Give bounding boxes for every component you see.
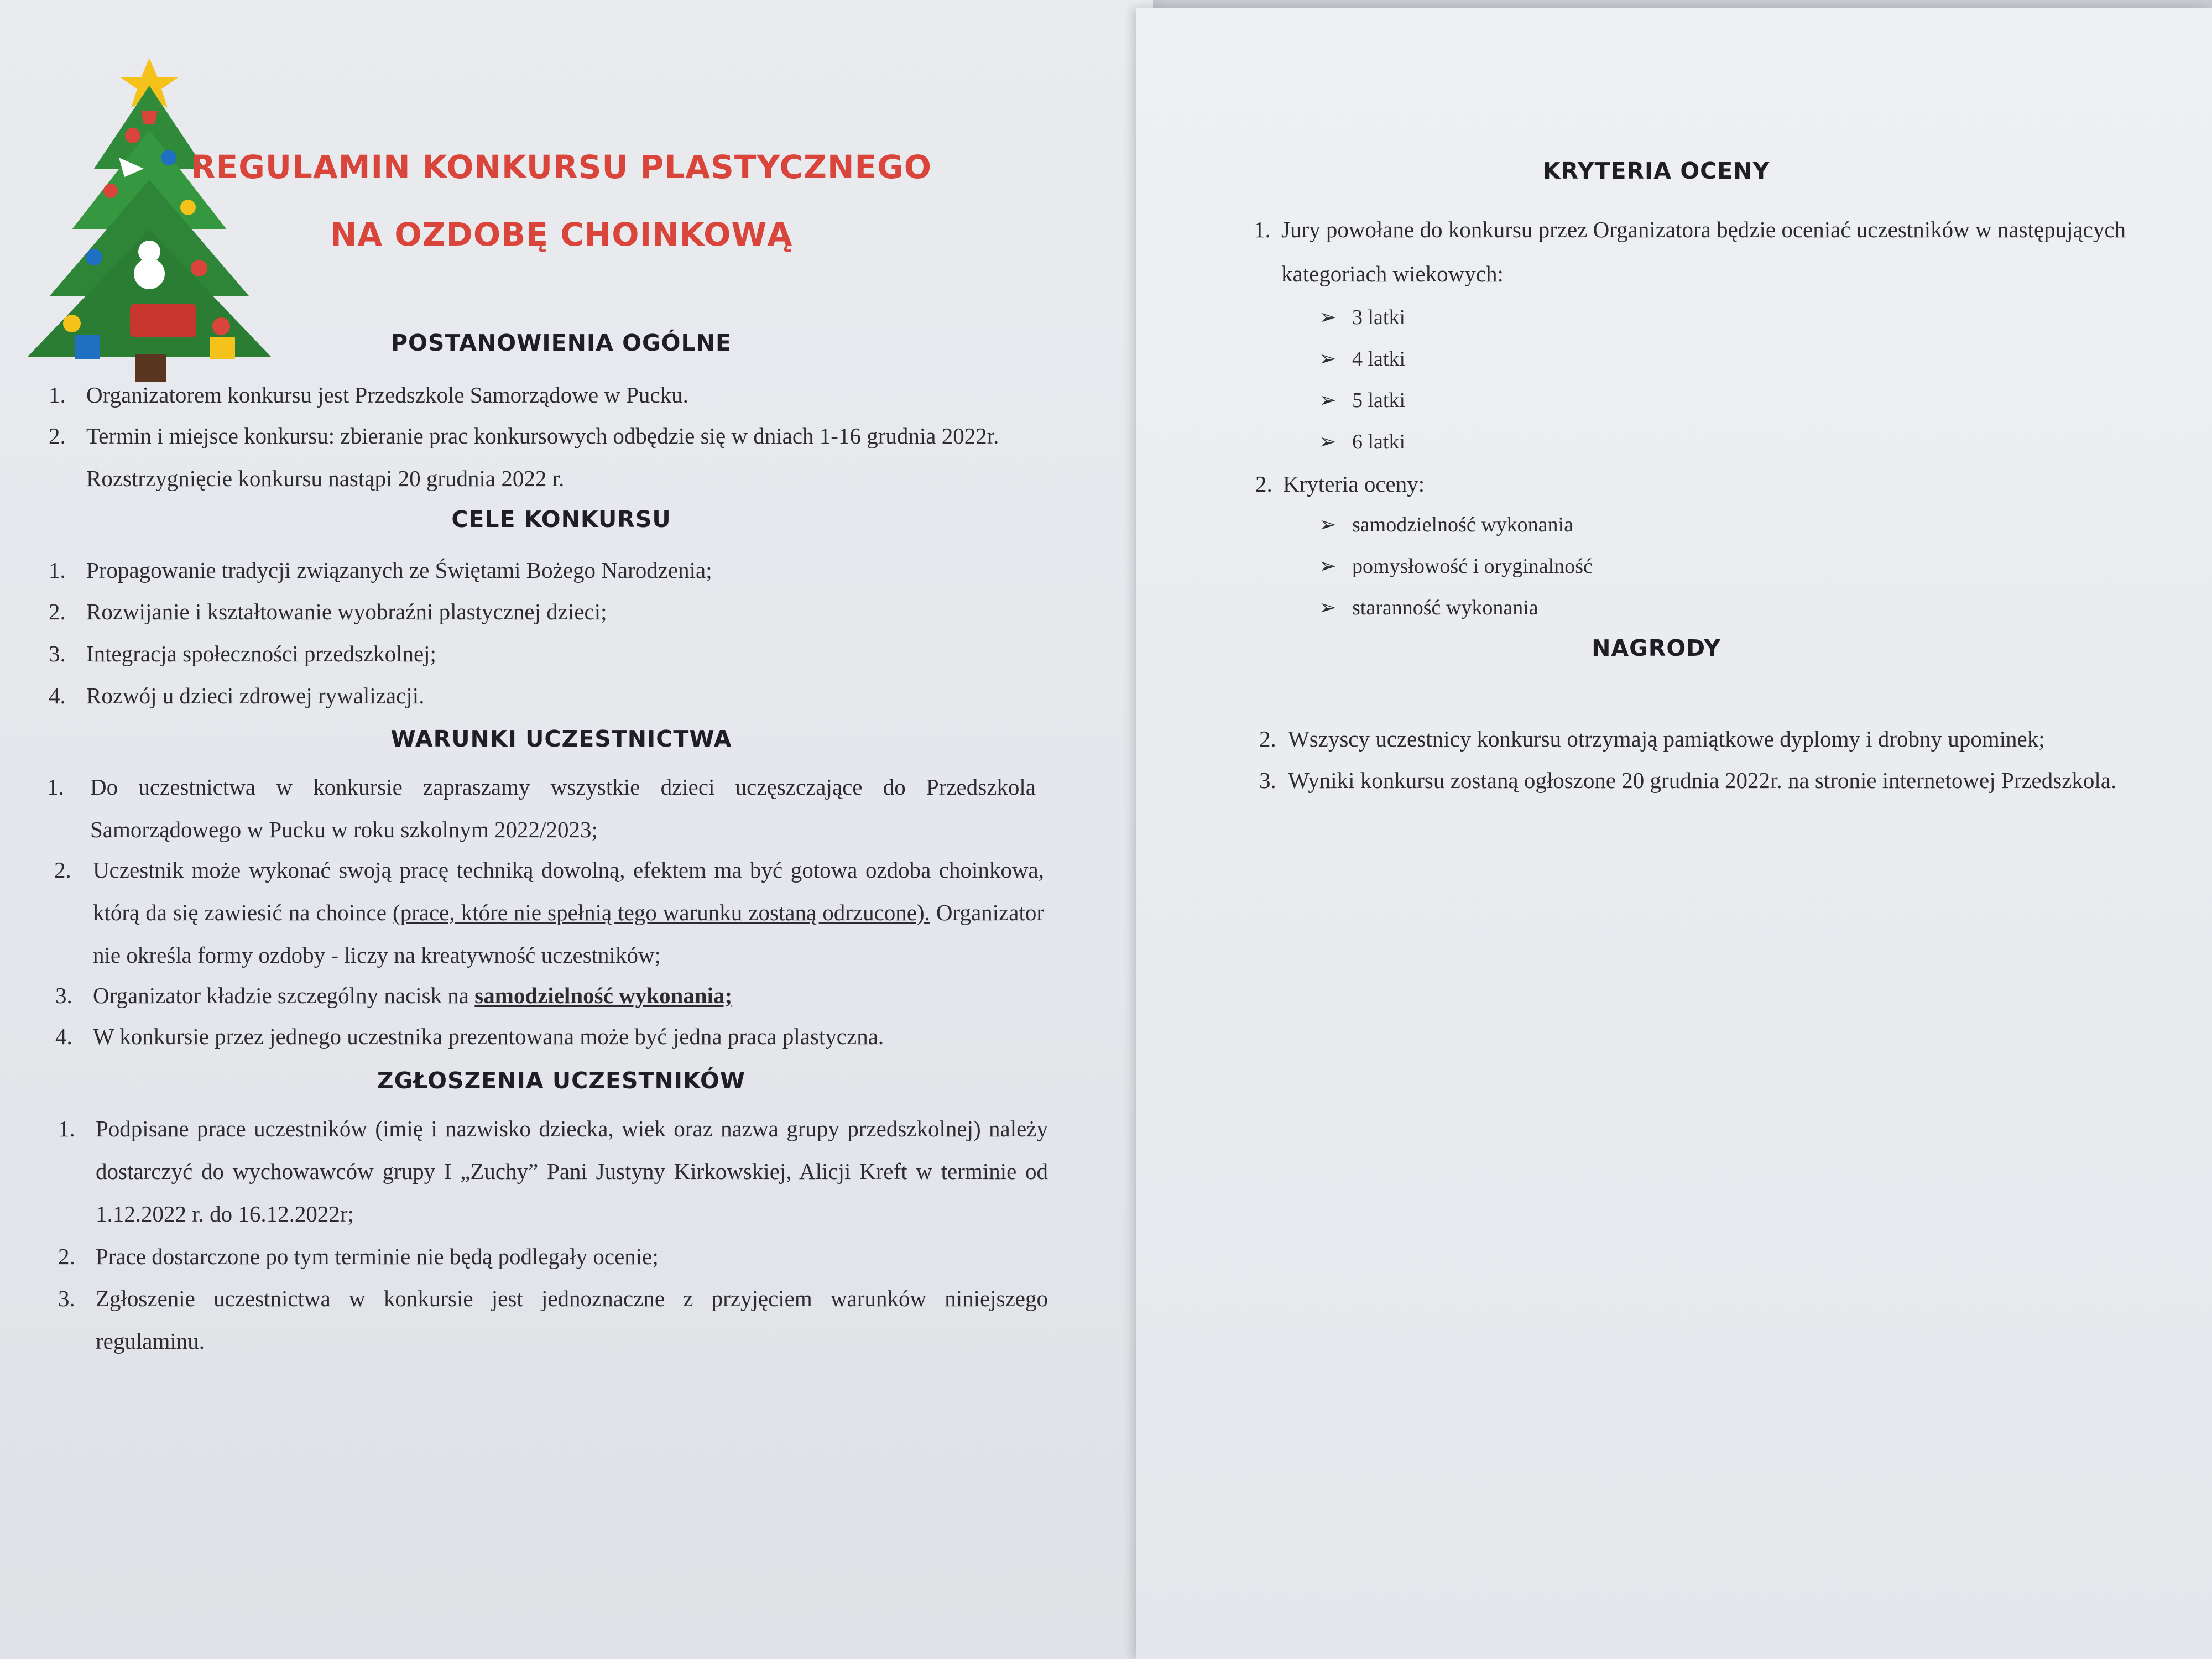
item-number: 4.	[55, 1024, 72, 1049]
arrow-bullet-icon: ➢	[1319, 347, 1337, 371]
criteria-label: samodzielność wykonania	[1352, 513, 1573, 536]
criteria-label: pomysłowość i oryginalność	[1352, 555, 1593, 578]
arrow-bullet-icon: ➢	[1319, 389, 1337, 412]
arrow-bullet-icon: ➢	[1319, 306, 1337, 329]
item-text: Propagowanie tradycji związanych ze Świętami Bożego Narodzenia;	[86, 557, 712, 583]
age-category-label: 5 latki	[1352, 389, 1406, 412]
age-category-label: 6 latki	[1352, 430, 1406, 453]
item-text-underlined: (prace, które nie spełnią tego warunku zostaną odrzucone).	[392, 900, 930, 925]
item-number: 1.	[47, 774, 64, 800]
right-page	[1136, 8, 2212, 1659]
item-number: 1.	[58, 1116, 75, 1141]
item-text-bold-underlined: samodzielność wykonania;	[474, 983, 733, 1008]
item-text: Integracja społeczności przedszkolnej;	[86, 641, 436, 666]
item-number: 1.	[49, 382, 66, 408]
item-number: 2.	[1259, 726, 1276, 752]
item-text: Termin i miejsce konkursu: zbieranie prac konkursowych odbędzie się w dniach 1-16 grudnia 2022r. Rozstrzygnięcie konkursu nastąpi 20 grudnia 2022 r.	[86, 423, 999, 491]
item-text: Rozwój u dzieci zdrowej rywalizacji.	[86, 683, 425, 708]
item-text: Do uczestnictwa w konkursie zapraszamy wszystkie dzieci uczęszczające do Przedszkola Samorządowego w Pucku w roku szkolnym 2022/2023;	[90, 774, 1036, 842]
item-number: 3.	[58, 1286, 75, 1311]
arrow-bullet-icon: ➢	[1319, 513, 1337, 536]
item-text: Zgłoszenie uczestnictwa w konkursie jest jednoznaczne z przyjęciem warunków niniejszego regulaminu.	[96, 1286, 1048, 1354]
item-text: Wszyscy uczestnicy konkursu otrzymają pamiątkowe dyplomy i drobny upominek;	[1288, 726, 2045, 752]
item-number: 1.	[1254, 217, 1271, 242]
section-heading-nagrody: NAGRODY	[1592, 635, 1721, 661]
section-heading-postanowienia: POSTANOWIENIA OGÓLNE	[391, 330, 732, 356]
item-text: W konkursie przez jednego uczestnika prezentowana może być jedna praca plastyczna.	[93, 1024, 884, 1049]
item-number: 2.	[1255, 471, 1272, 497]
title-line-2: NA OZDOBĘ CHOINKOWĄ	[330, 216, 793, 253]
item-text-part: Organizator nie określa formy ozdoby - liczy na kreatywność uczestników;	[93, 900, 1044, 968]
item-number: 2.	[58, 1244, 75, 1269]
arrow-bullet-icon: ➢	[1319, 555, 1337, 578]
item-text: Wyniki konkursu zostaną ogłoszone 20 grudnia 2022r. na stronie internetowej Przedszkola.	[1288, 768, 2117, 793]
arrow-bullet-icon: ➢	[1319, 430, 1337, 453]
item-text	[93, 974, 1044, 1017]
item-number: 1.	[49, 557, 66, 583]
item-text: Rozwijanie i kształtowanie wyobraźni plastycznej dzieci;	[86, 599, 607, 624]
section-heading-warunki: WARUNKI UCZESTNICTWA	[390, 726, 732, 752]
arrow-bullet-icon: ➢	[1319, 596, 1337, 619]
item-text: Podpisane prace uczestników (imię i nazwisko dziecka, wiek oraz nazwa grupy przedszkolnej) należy dostarczyć do wychowawców grupy I „Zuchy” Pani Justyny Kirkowskiej, Alicji Kreft w terminie od 1.12.2022 r. do 16.12.2022r;	[96, 1116, 1048, 1227]
section-heading-kryteria: KRYTERIA OCENY	[1542, 158, 1770, 184]
item-text: Kryteria oceny:	[1283, 471, 1425, 497]
item-number: 2.	[49, 423, 66, 448]
section-heading-zgloszenia: ZGŁOSZENIA UCZESTNIKÓW	[377, 1067, 746, 1094]
item-text: Organizatorem konkursu jest Przedszkole Samorządowe w Pucku.	[86, 382, 688, 408]
item-text-part: Organizator kładzie szczególny nacisk na	[93, 983, 475, 1008]
title-line-1: REGULAMIN KONKURSU PLASTYCZNEGO	[190, 148, 932, 186]
item-number: 4.	[49, 683, 66, 708]
item-number: 3.	[1259, 768, 1276, 793]
age-category-label: 3 latki	[1352, 306, 1406, 329]
age-category-label: 4 latki	[1352, 347, 1406, 371]
item-text	[93, 849, 1044, 977]
item-number: 3.	[49, 641, 66, 666]
item-number: 2.	[49, 599, 66, 624]
item-text-part: Uczestnik może wykonać swoją pracę techniką dowolną, efektem ma być gotowa ozdoba choinkowa, którą da się zawiesić na choince	[93, 857, 1044, 925]
item-number: 2.	[54, 857, 71, 883]
item-number: 3.	[55, 983, 72, 1008]
section-heading-cele: CELE KONKURSU	[451, 506, 671, 533]
criteria-label: staranność wykonania	[1352, 596, 1538, 619]
item-text: Jury powołane do konkursu przez Organizatora będzie oceniać uczestników w następujących kategoriach wiekowych:	[1281, 217, 2126, 286]
item-text: Prace dostarczone po tym terminie nie będą podlegały ocenie;	[96, 1244, 659, 1269]
